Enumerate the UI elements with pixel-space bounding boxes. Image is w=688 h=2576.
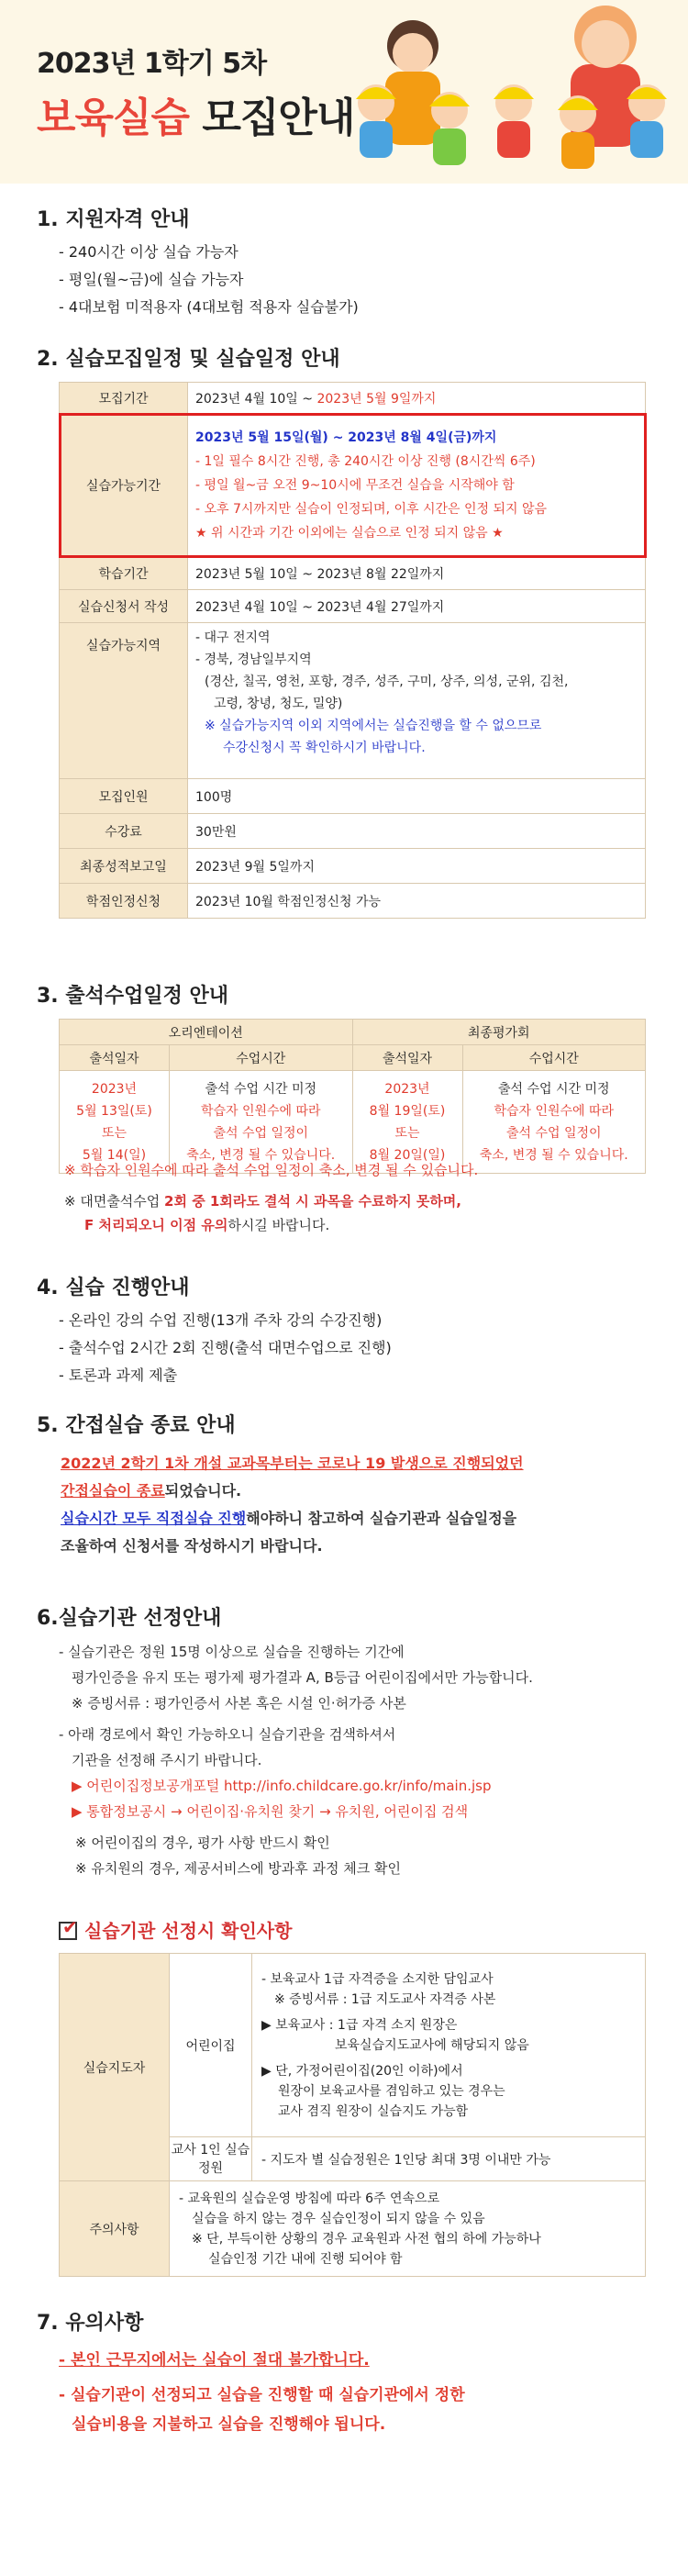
list-item: - 4대보험 미적용자 (4대보험 적용자 실습불가) [59,298,359,316]
table-value: - 지도자 별 실습정원은 1인당 최대 3명 이내만 가능 [252,2137,646,2181]
header-subtitle: 2023년 1학기 5차 [37,48,267,80]
table-label: 수강료 [60,814,188,849]
caution-value: - 교육원의 실습운영 방침에 따라 6주 연속으로 실습을 하지 않는 경우 실습인정이 되지 않을 수 있음 ※ 단, 부득이한 상황의 경우 교육원과 사전 협의 하에 가능하나 실습인정 기간 내에 진행 되어야 함 [170,2181,646,2277]
list-item: - 토론과 과제 제출 [59,1366,178,1384]
table-header: 최종평가회 [352,1020,646,1045]
list-item: - 온라인 강의 수업 진행(13개 주차 강의 수강진행) [59,1311,383,1329]
table-label: 학습기간 [60,557,188,590]
header-banner [0,0,688,184]
attendance-table [59,1019,646,1174]
childcare-portal-link[interactable]: http://info.childcare.go.kr/info/main.jsp [223,1778,492,1794]
table-header: 수업시간 [462,1045,646,1071]
list-item: - 출석수업 2시간 2회 진행(출석 대면수업으로 진행) [59,1339,392,1356]
table-value: 2023년 5월 10일 ~ 2023년 8월 22일까지 [188,557,646,590]
section-3-title: 3. 출석수업일정 안내 [37,985,228,1008]
institution-criteria: - 실습기관은 정원 15명 이상으로 실습을 진행하는 기간에 평가인증을 유지 또는 평가제 평가결과 A, B등급 어린이집에서만 가능합니다. ※ 증빙서류 : 평가인증서 사본 혹은 시설 인·허가증 사본 - 아래 경로에서 확인 가능하오니 실습기관을 검색하셔서 기관을 선정해 주시기 바랍니다. ▶ 어린이집정보공개포털 http://info.childcare.go.kr/info/main.jsp ▶ 통합정보공시 → 어린이집·유치원 찾기 → 유치원, 어린이집 검색 ※ 어린이집의 경우, 평가 사항 반드시 확인 ※ 유치원의 경우, 제공서비스에 방과후 과정 체크 확인 [59,1644,533,1877]
checklist-subtitle: ✔ 실습기관 선정시 확인사항 [59,1916,292,1943]
table-label: 실습신청서 작성 [60,590,188,623]
schedule-table [59,382,646,919]
table-header: 오리엔테이션 [60,1020,353,1045]
section-4-title: 4. 실습 진행안내 [37,1277,190,1299]
table-label: 실습가능기간 [60,414,188,557]
table-value: 100명 [188,779,646,814]
list-item: - 평일(월~금)에 실습 가능자 [59,271,244,288]
table-label: 실습지도자 [60,1954,170,2181]
table-value: 30만원 [188,814,646,849]
table-value: 2023년 9월 5일까지 [188,849,646,884]
table-label: 어린이집 [170,1954,252,2137]
table-label: 실습가능지역 [60,623,188,779]
section-1-title: 1. 지원자격 안내 [37,208,190,231]
table-value: 2023년 4월 10일 ~ 2023년 5월 9일까지 [188,383,646,414]
page-title: 보육실습 모집안내 [37,95,355,141]
table-header: 출석일자 [352,1045,462,1071]
table-label: 모집기간 [60,383,188,414]
checkbox-icon: ✔ [59,1922,77,1940]
table-label: 주의사항 [60,2181,170,2277]
attendance-note-2: ※ 대면출석수업 2회 중 1회라도 결석 시 과목을 수료하지 못하며, F 처리되오니 이점 유의하시길 바랍니다. [64,1193,461,1233]
checklist-table [59,1953,646,2277]
table-header: 수업시간 [170,1045,353,1071]
table-label: 학점인정신청 [60,884,188,919]
section-6-title: 6.실습기관 선정안내 [37,1607,222,1630]
final-time: 출석 수업 시간 미정 학습자 인원수에 따라 출석 수업 일정이 축소, 변경 될 수 있습니다. [462,1071,646,1174]
children-illustration [330,0,688,184]
table-label: 최종성적보고일 [60,849,188,884]
caution-notes: - 본인 근무지에서는 실습이 절대 불가합니다. - 실습기관이 선정되고 실습을 진행할 때 실습기관에서 정한 실습비용을 지불하고 실습을 진행해야 됩니다. [59,2351,465,2434]
table-value: 2023년 10월 학점인정신청 가능 [188,884,646,919]
indirect-practice-notice: 2022년 2학기 1차 개설 교과목부터는 코로나 19 발생으로 진행되었던 간접실습이 종료되었습니다. 실습시간 모두 직접실습 진행해야하니 참고하여 실습기관과 실습일정을 조율하여 신청서를 작성하시기 바랍니다. [61,1455,524,1555]
s1-list [59,239,359,321]
orient-date: 2023년 5월 13일(토) 또는 5월 14(일) [60,1071,170,1174]
attendance-note-1: ※ 학습자 인원수에 따라 출석 수업 일정이 축소, 변경 될 수 있습니다. [64,1162,479,1178]
table-value: 2023년 4월 10일 ~ 2023년 4월 27일까지 [188,590,646,623]
orient-time: 출석 수업 시간 미정 학습자 인원수에 따라 출석 수업 일정이 축소, 변경 될 수 있습니다. [170,1071,353,1174]
table-label: 교사 1인 실습정원 [170,2137,252,2181]
practice-period-value: 2023년 5월 15일(월) ~ 2023년 8월 4일(금)까지 - 1일 필수 8시간 진행, 총 240시간 이상 진행 (8시간씩 6주) - 평일 월~금 오전 9~10시에 무조건 실습을 시작해야 함 - 오후 7시까지만 실습이 인정되며, 이후 시간은 인정 되지 않음 ★ 위 시간과 기간 이외에는 실습으로 인정 되지 않음 ★ [188,414,646,557]
s4-list [59,1307,392,1389]
section-5-title: 5. 간접실습 종료 안내 [37,1414,236,1437]
table-header: 출석일자 [60,1045,170,1071]
table-label: 모집인원 [60,779,188,814]
final-date: 2023년 8월 19일(토) 또는 8월 20일(일) [352,1071,462,1174]
section-2-title: 2. 실습모집일정 및 실습일정 안내 [37,348,340,371]
section-7-title: 7. 유의사항 [37,2312,144,2335]
region-value: - 대구 전지역 - 경북, 경남일부지역 (경산, 칠곡, 영천, 포항, 경주, 성주, 구미, 상주, 의성, 군위, 김천, 고령, 창녕, 청도, 밀양) ※ 실습가능지역 이외 지역에서는 실습진행을 할 수 없으므로 수강신청시 꼭 확인하시기 바랍니다. [188,623,646,779]
supervisor-requirements: - 보육교사 1급 자격증을 소지한 담임교사 ※ 증빙서류 : 1급 지도교사 자격증 사본 ▶ 보육교사 : 1급 자격 소지 원장은 보육실습지도교사에 해당되지 않음 ▶ 단, 가정어린이집(20인 이하)에서 원장이 보육교사를 겸임하고 있는 경우는 교사 겸직 원장이 실습지도 가능함 [252,1954,646,2137]
list-item: - 240시간 이상 실습 가능자 [59,243,239,261]
